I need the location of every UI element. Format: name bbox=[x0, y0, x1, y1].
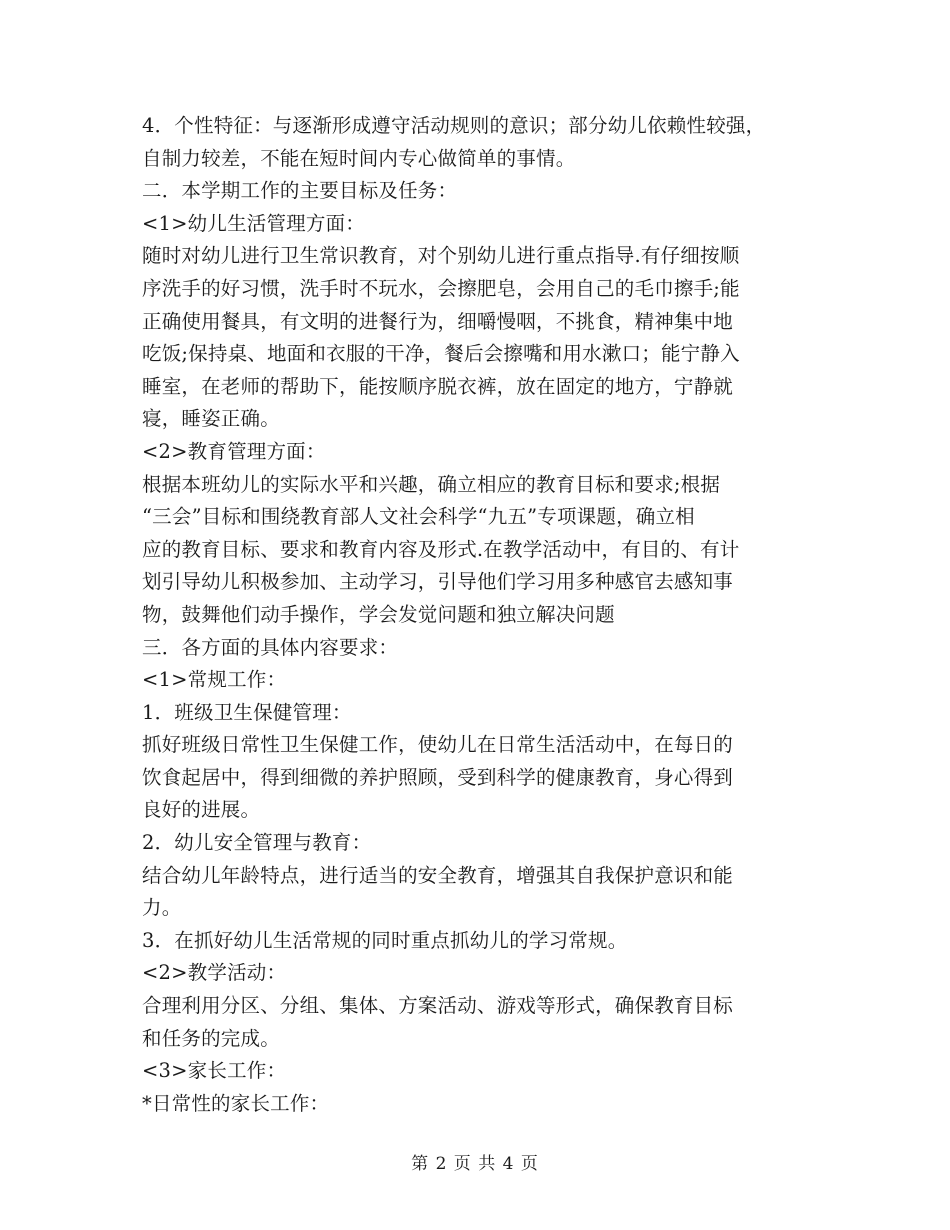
text-line: 物，鼓舞他们动手操作，学会发觉问题和独立解决问题 bbox=[142, 602, 615, 626]
text-line: 自制力较差，不能在短时间内专心做简单的事情。 bbox=[142, 146, 576, 170]
subsection-heading: <2>教育管理方面： bbox=[142, 439, 326, 463]
text-line: 睡室，在老师的帮助下，能按顺序脱衣裤，放在固定的地方，宁静就 bbox=[142, 374, 734, 398]
item-heading: 2．幼儿安全管理与教育： bbox=[142, 831, 372, 855]
item-heading: 3．在抓好幼儿生活常规的同时重点抓幼儿的学习常规。 bbox=[142, 928, 628, 952]
subsection-heading: <3>家长工作： bbox=[142, 1059, 287, 1083]
text-line: 正确使用餐具，有文明的进餐行为，细嚼慢咽，不挑食，精神集中地 bbox=[142, 309, 734, 333]
text-line: 良好的进展。 bbox=[142, 798, 261, 822]
text-line: 4．个性特征：与逐渐形成遵守活动规则的意识；部分幼儿依赖性较强， bbox=[142, 114, 766, 137]
text-line: 应的教育目标、要求和教育内容及形式.在教学活动中，有目的、有计 bbox=[142, 537, 740, 561]
section-heading: 二．本学期工作的主要目标及任务： bbox=[142, 179, 458, 203]
text-line: 随时对幼儿进行卫生常识教育，对个别幼儿进行重点指导.有仔细按顺 bbox=[142, 244, 740, 268]
text-line: 结合幼儿年龄特点，进行适当的安全教育，增强其自我保护意识和能 bbox=[142, 863, 734, 887]
text-line: 合理利用分区、分组、集体、方案活动、游戏等形式，确保教育目标 bbox=[142, 994, 734, 1018]
text-line: 力。 bbox=[142, 896, 182, 920]
subsection-heading: <2>教学活动： bbox=[142, 961, 287, 985]
item-heading: *日常性的家长工作： bbox=[142, 1091, 330, 1115]
subsection-heading: <1>幼儿生活管理方面： bbox=[142, 211, 365, 235]
subsection-heading: <1>常规工作： bbox=[142, 668, 287, 692]
section-heading: 三．各方面的具体内容要求： bbox=[142, 635, 399, 659]
document-body bbox=[142, 110, 812, 1120]
item-heading: 1．班级卫生保健管理： bbox=[142, 700, 352, 724]
text-line: 饮食起居中，得到细微的养护照顾，受到科学的健康教育，身心得到 bbox=[142, 765, 734, 789]
page-number: 第 2 页 共 4 页 bbox=[411, 1154, 539, 1174]
text-line: 和任务的完成。 bbox=[142, 1026, 280, 1050]
text-line: “三会”目标和围绕教育部人文社会科学“九五”专项课题，确立相 bbox=[142, 505, 695, 529]
text-line: 序洗手的好习惯，洗手时不玩水，会擦肥皂，会用自己的毛巾擦手;能 bbox=[142, 276, 740, 300]
text-line: 吃饭;保持桌、地面和衣服的干净，餐后会擦嘴和用水漱口；能宁静入 bbox=[142, 342, 740, 366]
text-line: 寝，睡姿正确。 bbox=[142, 407, 280, 431]
text-line: 划引导幼儿积极参加、主动学习，引导他们学习用多种感官去感知事 bbox=[142, 570, 734, 594]
text-line: 抓好班级日常性卫生保健工作，使幼儿在日常生活活动中，在每日的 bbox=[142, 733, 734, 757]
text-line: 根据本班幼儿的实际水平和兴趣，确立相应的教育目标和要求;根据 bbox=[142, 472, 721, 496]
